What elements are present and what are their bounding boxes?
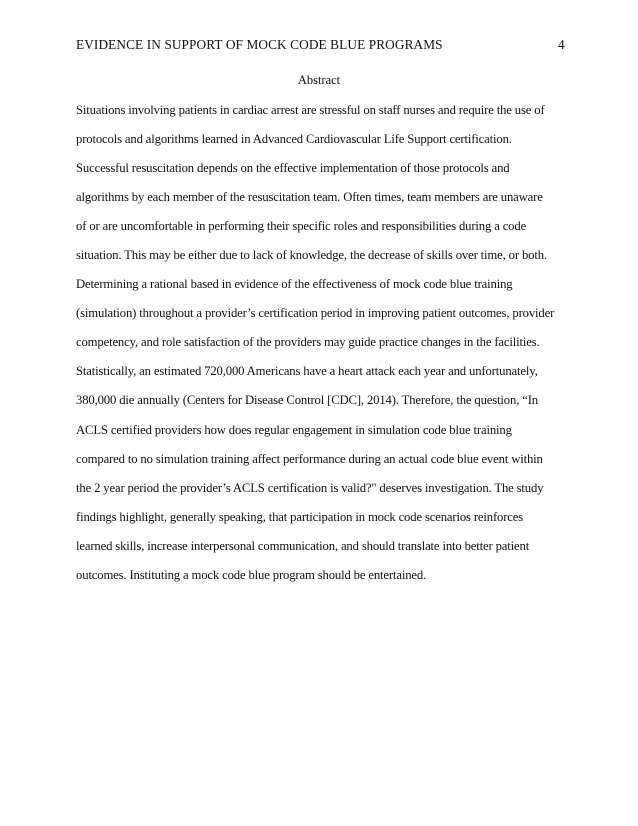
abstract-line: findings highlight, generally speaking, that participation in mock code scenarios reinforces bbox=[76, 509, 524, 524]
abstract-title: Abstract bbox=[297, 73, 341, 87]
running-head: EVIDENCE IN SUPPORT OF MOCK CODE BLUE PROGRAMS bbox=[76, 37, 443, 52]
abstract-line: of or are uncomfortable in performing their specific roles and responsibilities during a code bbox=[76, 219, 527, 234]
abstract-line: 380,000 die annually (Centers for Disease Control [CDC], 2014). Therefore, the question, “In bbox=[76, 393, 538, 408]
abstract-body bbox=[76, 102, 576, 596]
abstract-line: Determining a rational based in evidence of the effectiveness of mock code blue training bbox=[76, 277, 513, 292]
abstract-line: the 2 year period the provider’s ACLS certification is valid?" deserves investigation. The study bbox=[76, 480, 544, 495]
abstract-line: algorithms by each member of the resuscitation team. Often times, team members are unaware bbox=[76, 190, 543, 205]
page-number: 4 bbox=[558, 37, 565, 52]
abstract-line: Situations involving patients in cardiac arrest are stressful on staff nurses and require the use of bbox=[76, 103, 545, 117]
abstract-line: compared to no simulation training affect performance during an actual code blue event within bbox=[76, 451, 543, 466]
abstract-line: ACLS certified providers how does regular engagement in simulation code blue training bbox=[76, 422, 512, 437]
abstract-line: learned skills, increase interpersonal communication, and should translate into better patient bbox=[76, 538, 530, 553]
abstract-line: Statistically, an estimated 720,000 Americans have a heart attack each year and unfortunately, bbox=[76, 364, 538, 379]
abstract-line: competency, and role satisfaction of the providers may guide practice changes in the facilities. bbox=[76, 335, 540, 350]
abstract-line: outcomes. Instituting a mock code blue program should be entertained. bbox=[76, 567, 427, 582]
abstract-line: protocols and algorithms learned in Advanced Cardiovascular Life Support certification. bbox=[76, 132, 512, 147]
abstract-line: situation. This may be either due to lack of knowledge, the decrease of skills over time, or both. bbox=[76, 248, 547, 263]
abstract-line: (simulation) throughout a provider’s certification period in improving patient outcomes, provider bbox=[76, 306, 555, 321]
abstract-line: Successful resuscitation depends on the effective implementation of those protocols and bbox=[76, 161, 510, 176]
